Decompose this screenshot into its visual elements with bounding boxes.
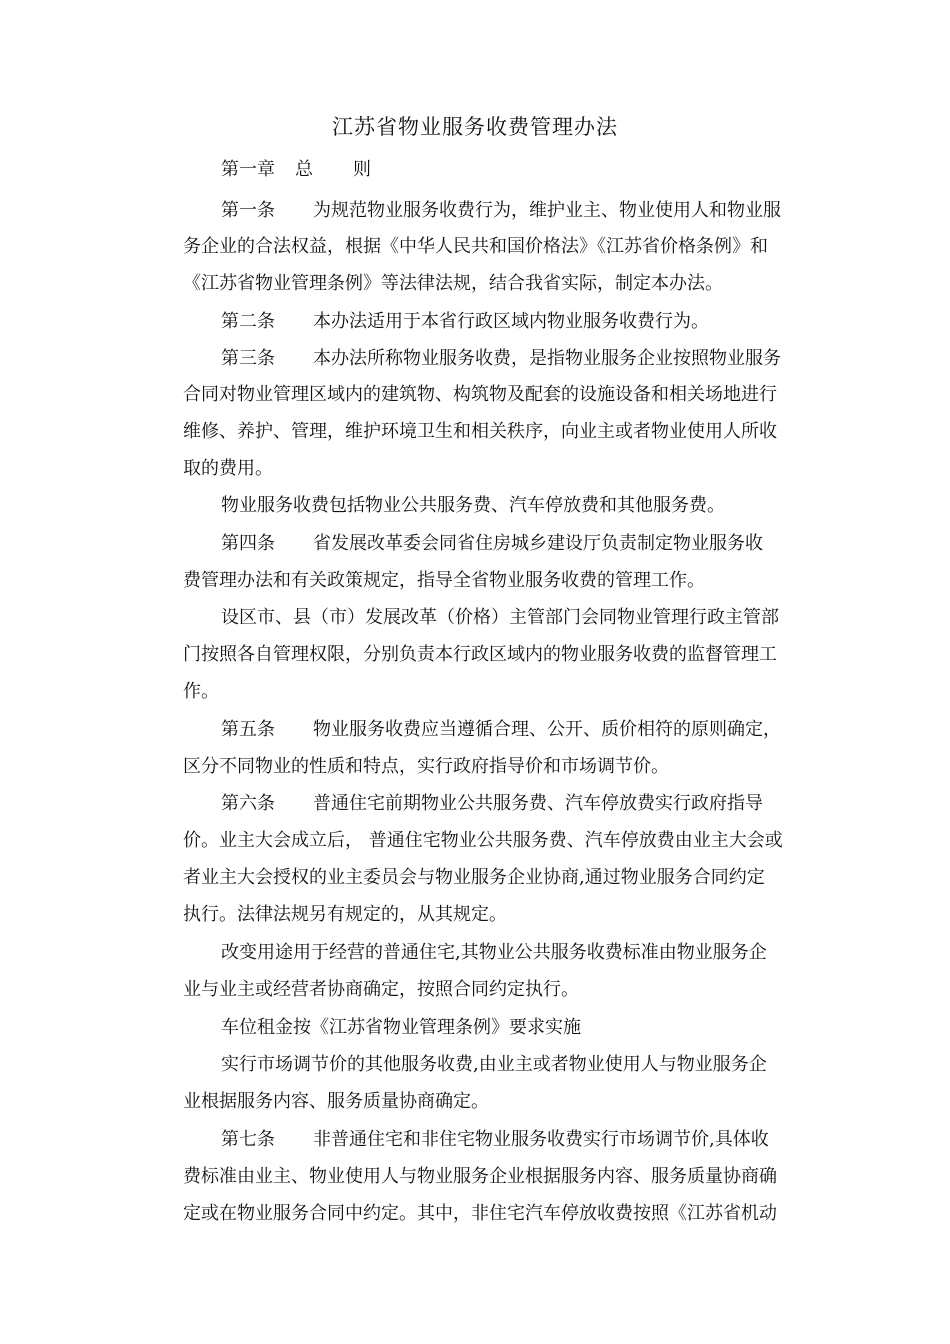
article-5-line-2: 区分不同物业的性质和特点，实行政府指导价和市场调节价。 (183, 756, 669, 777)
article-7-line-3: 定或在物业服务合同中约定。其中，非住宅汽车停放收费按照《江苏省机动 (183, 1203, 777, 1224)
article-7-label: 第七条 (221, 1129, 275, 1150)
article-7-line-1: 第七条 非普通住宅和非住宅物业服务收费实行市场调节价,具体收 (221, 1126, 813, 1154)
chapter-name-part1: 总 (295, 159, 313, 180)
article-3-label: 第三条 (221, 348, 275, 369)
article-2-line-1: 第二条 本办法适用于本省行政区域内物业服务收费行为。 (221, 308, 813, 336)
paragraph-market-price-line-1: 实行市场调节价的其他服务收费,由业主或者物业使用人与物业服务企 (221, 1054, 767, 1075)
article-1-label: 第一条 (221, 200, 275, 221)
article-4-line-1: 第四条 省发展改革委会同省住房城乡建设厅负责制定物业服务收 (221, 530, 813, 558)
article-1-line-1: 第一条 为规范物业服务收费行为，维护业主、物业使用人和物业服 (221, 197, 813, 225)
paragraph-city-line-3: 作。 (183, 681, 219, 702)
article-7-line-2: 费标准由业主、物业使用人与物业服务企业根据服务内容、服务质量协商确 (183, 1166, 777, 1187)
article-3-line-2: 合同对物业管理区域内的建筑物、构筑物及配套的设施设备和相关场地进行 (183, 384, 777, 405)
article-6-line-4: 执行。法律法规另有规定的，从其规定。 (183, 904, 507, 925)
article-3-line-1: 第三条 本办法所称物业服务收费，是指物业服务企业按照物业服务 (221, 345, 813, 373)
article-6-label: 第六条 (221, 793, 275, 814)
article-4-line-2: 费管理办法和有关政策规定，指导全省物业服务收费的管理工作。 (183, 570, 705, 591)
article-6-line-2: 价。业主大会成立后， 普通住宅物业公共服务费、汽车停放费由业主大会或 (183, 830, 783, 851)
article-3-line-3: 维修、养护、管理，维护环境卫生和相关秩序，向业主或者物业使用人所收 (183, 421, 777, 442)
paragraph-market-price-line-2: 业根据服务内容、服务质量协商确定。 (183, 1091, 489, 1112)
paragraph-city-line-1: 设区市、县（市）发展改革（价格）主管部门会同物业管理行政主管部 (221, 607, 779, 628)
paragraph-city-line-2: 门按照各自管理权限，分别负责本行政区域内的物业服务收费的监督管理工 (183, 644, 777, 665)
paragraph-fee-types: 物业服务收费包括物业公共服务费、汽车停放费和其他服务费。 (221, 495, 725, 516)
article-5-line-1: 第五条 物业服务收费应当遵循合理、公开、质价相符的原则确定， (221, 716, 813, 744)
paragraph-change-use-line-1: 改变用途用于经营的普通住宅,其物业公共服务收费标准由物业服务企 (221, 942, 767, 963)
chapter-heading (221, 156, 813, 184)
article-1-line-3: 《江苏省物业管理条例》等法律法规，结合我省实际，制定本办法。 (183, 273, 723, 294)
paragraph-parking-rent: 车位租金按《江苏省物业管理条例》要求实施 (221, 1017, 581, 1038)
document-title: 江苏省物业服务收费管理办法 (332, 115, 618, 139)
article-1-line-2: 务企业的合法权益，根据《中华人民共和国价格法》《江苏省价格条例》和 (183, 236, 768, 257)
paragraph-change-use-line-2: 业与业主或经营者协商确定，按照合同约定执行。 (183, 979, 579, 1000)
article-5-label: 第五条 (221, 719, 275, 740)
article-6-line-1: 第六条 普通住宅前期物业公共服务费、汽车停放费实行政府指导 (221, 790, 813, 818)
chapter-label: 第一章 (221, 159, 275, 180)
article-3-line-4: 取的费用。 (183, 458, 273, 479)
article-4-label: 第四条 (221, 533, 275, 554)
article-2-label: 第二条 (221, 311, 275, 332)
chapter-name-part2: 则 (353, 159, 371, 180)
article-6-line-3: 者业主大会授权的业主委员会与物业服务企业协商,通过物业服务合同约定 (183, 867, 765, 888)
